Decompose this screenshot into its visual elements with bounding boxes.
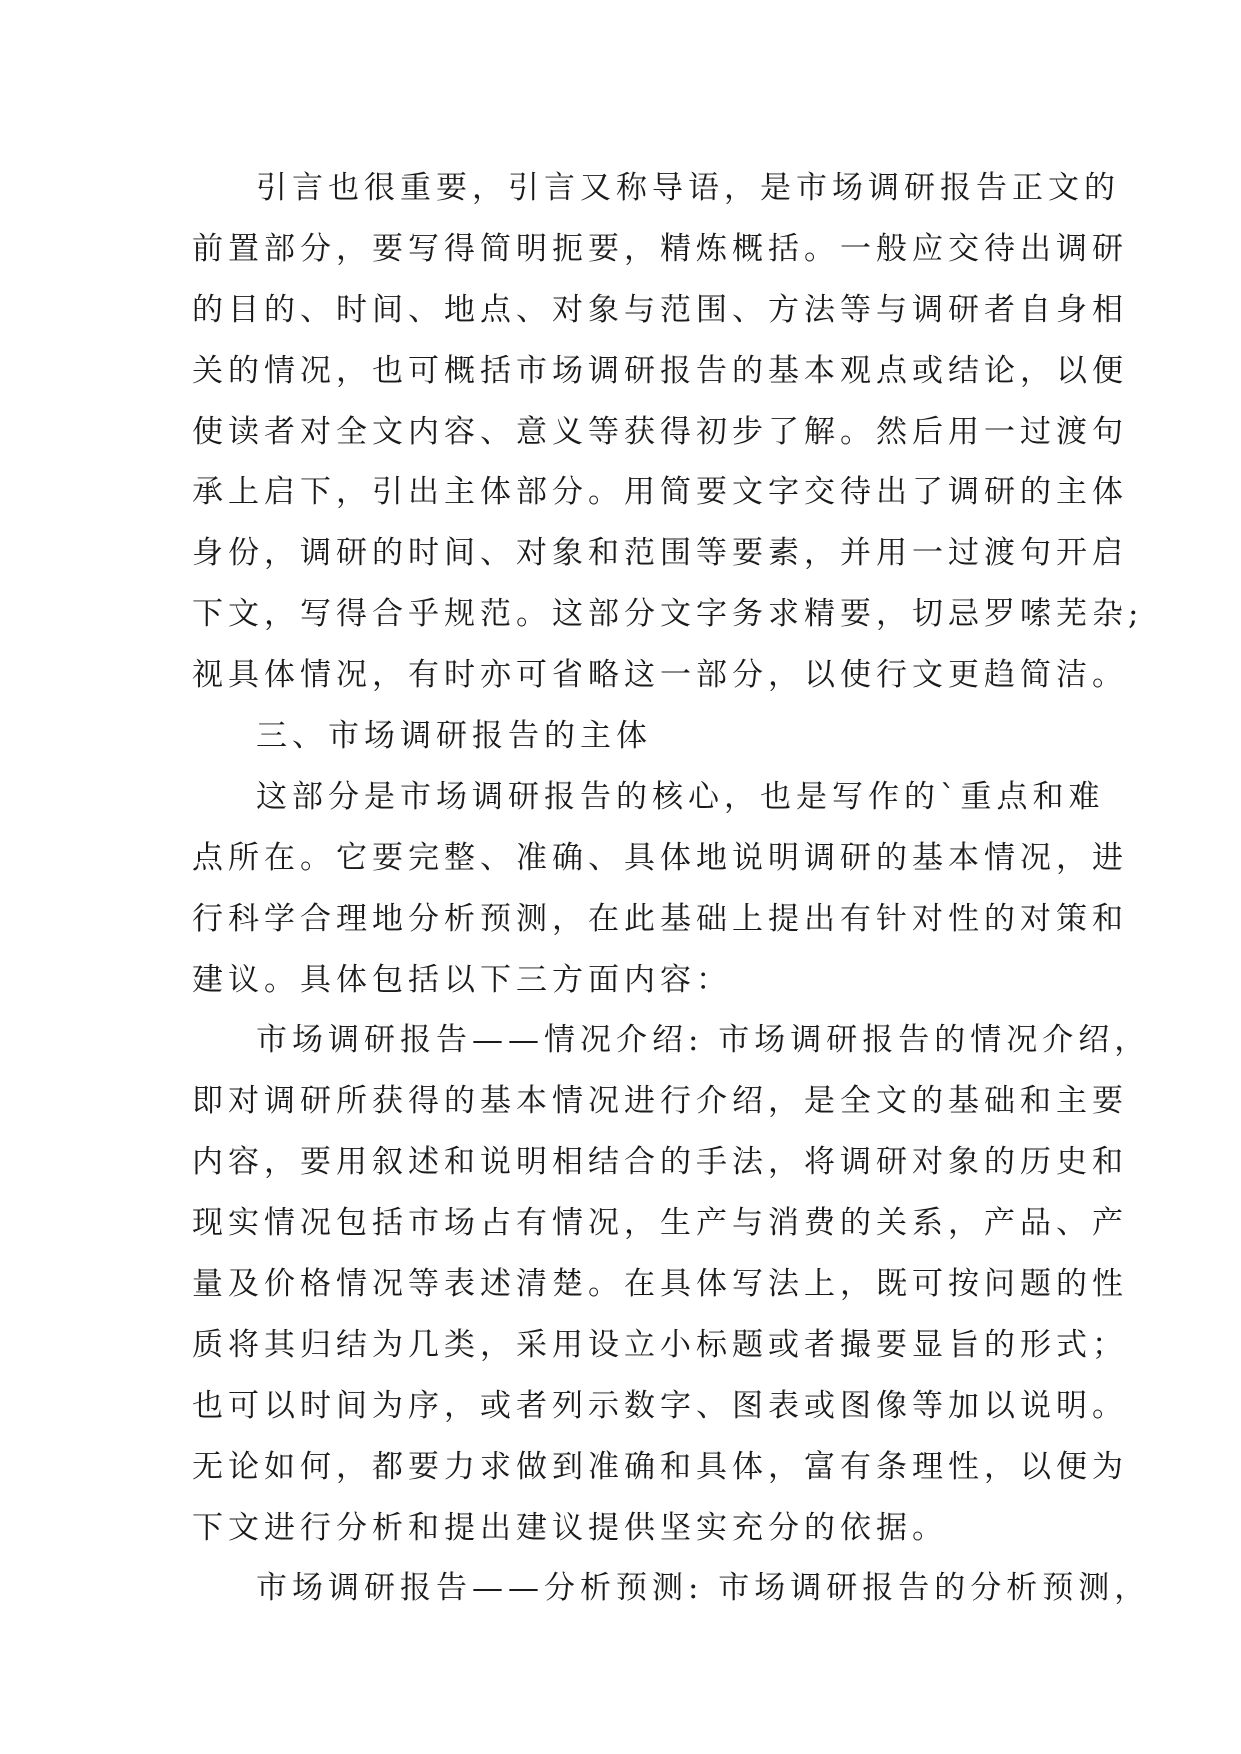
text-line: 使读者对全文内容、意义等获得初步了解。然后用一过渡句 (192, 413, 1128, 450)
text-line: 视具体情况，有时亦可省略这一部分，以使行文更趋简洁。 (192, 657, 1128, 694)
document-body (192, 158, 1151, 1619)
text-line: 市场调研报告——情况介绍: 市场调研报告的情况介绍， (256, 1022, 1151, 1059)
text-line: 现实情况包括市场占有情况，生产与消费的关系，产品、产 (192, 1205, 1128, 1242)
text-line: 无论如何，都要力求做到准确和具体，富有条理性，以便为 (192, 1448, 1128, 1485)
text-line: 建议。具体包括以下三方面内容： (192, 961, 732, 998)
text-line: 内容，要用叙述和说明相结合的手法，将调研对象的历史和 (192, 1144, 1128, 1181)
text-line: 引言也很重要，引言又称导语，是市场调研报告正文的 (256, 170, 1120, 206)
text-line: 行科学合理地分析预测，在此基础上提出有针对性的对策和 (192, 900, 1128, 937)
text-line: 市场调研报告——分析预测: 市场调研报告的分析预测， (256, 1570, 1151, 1607)
text-line: 即对调研所获得的基本情况进行介绍，是全文的基础和主要 (192, 1083, 1128, 1120)
text-line: 下文，写得合乎规范。这部分文字务求精要，切忌罗嗦芜杂; (192, 596, 1144, 633)
text-line: 也可以时间为序，或者列示数字、图表或图像等加以说明。 (192, 1387, 1128, 1424)
text-line: 点所在。它要完整、准确、具体地说明调研的基本情况，进 (192, 839, 1128, 876)
text-line: 下文进行分析和提出建议提供坚实充分的依据。 (192, 1509, 948, 1546)
section-heading: 三、市场调研报告的主体 (256, 718, 652, 755)
text-line: 前置部分，要写得简明扼要，精炼概括。一般应交待出调研 (192, 230, 1128, 267)
text-line: 关的情况，也可概括市场调研报告的基本观点或结论，以便 (192, 352, 1128, 389)
text-line: 的目的、时间、地点、对象与范围、方法等与调研者自身相 (192, 291, 1128, 328)
text-line: 承上启下，引出主体部分。用简要文字交待出了调研的主体 (192, 474, 1128, 511)
text-line: 量及价格情况等表述清楚。在具体写法上，既可按问题的性 (192, 1266, 1128, 1303)
text-line: 质将其归结为几类，采用设立小标题或者撮要显旨的形式； (192, 1326, 1128, 1363)
text-line: 这部分是市场调研报告的核心，也是写作的`重点和难 (256, 778, 1105, 815)
text-line: 身份，调研的时间、对象和范围等要素，并用一过渡句开启 (192, 535, 1128, 572)
